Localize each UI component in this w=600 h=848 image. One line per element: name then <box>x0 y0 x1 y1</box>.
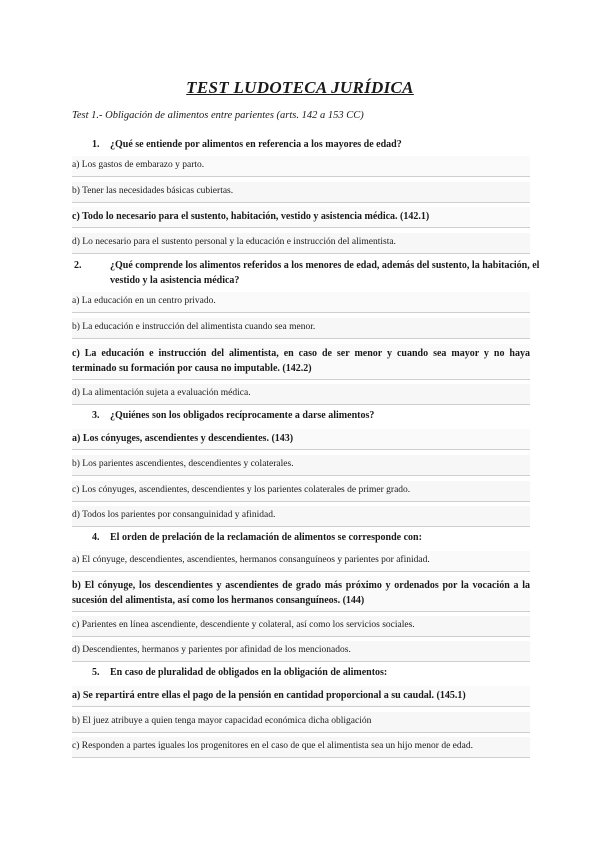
question-text: ¿Quiénes son los obligados recíprocamente a darse alimentos? <box>110 410 375 421</box>
option-4a: a) El cónyuge, descendientes, ascendientes, hermanos consanguíneos y parientes por afinidad. <box>72 551 530 572</box>
question-number: 2. <box>74 260 82 271</box>
question-text: El orden de prelación de la reclamación de alimentos se corresponde con: <box>110 532 422 543</box>
question-1 <box>92 137 532 152</box>
test-subtitle: Test 1.- Obligación de alimentos entre parientes (arts. 142 a 153 CC) <box>72 110 364 121</box>
option-1a: a) Los gastos de embarazo y parto. <box>72 156 530 177</box>
question-text: En caso de pluralidad de obligados en la obligación de alimentos: <box>110 667 388 678</box>
option-2c-correct: c) La educación e instrucción del alimentista, en caso de ser menor y cuando sea mayor y no haya terminado su formación por causa no imputable. (142.2) <box>72 344 530 380</box>
option-1c-correct: c) Todo lo necesario para el sustento, habitación, vestido y asistencia médica. (142.1) <box>72 207 530 228</box>
option-5a-correct: a) Se repartirá entre ellas el pago de la pensión en cantidad proporcional a su caudal. (145.1) <box>72 686 530 707</box>
question-5 <box>92 665 532 680</box>
option-4d: d) Descendientes, hermanos y parientes por afinidad de los mencionados. <box>72 641 530 662</box>
question-text: ¿Qué se entiende por alimentos en referencia a los mayores de edad? <box>110 139 402 150</box>
option-1b: b) Tener las necesidades básicas cubiertas. <box>72 182 530 203</box>
option-3d: d) Todos los parientes por consanguinidad y afinidad. <box>72 506 530 527</box>
question-3 <box>92 408 532 423</box>
question-text: ¿Qué comprende los alimentos referidos a los menores de edad, además del sustento, la habitación, el vestido y la asistencia médica? <box>110 260 540 286</box>
option-5c: c) Responden a partes iguales los progenitores en el caso de que el alimentista sea un hijo menor de edad. <box>72 737 530 758</box>
question-4 <box>92 530 532 545</box>
option-4b-correct: b) El cónyuge, los descendientes y ascendientes de grado más próximo y ordenados por la vocación a la sucesión del alimentista, así como los hermanos consanguíneos. (144) <box>72 576 530 612</box>
page-title: TEST LUDOTECA JURÍDICA <box>186 78 414 97</box>
option-2a: a) La educación en un centro privado. <box>72 292 530 313</box>
option-5b: b) El juez atribuye a quien tenga mayor capacidad económica dicha obligación <box>72 712 530 733</box>
question-number: 4. <box>92 532 100 543</box>
question-number: 5. <box>92 667 100 678</box>
question-number: 1. <box>92 139 100 150</box>
question-number: 3. <box>92 410 100 421</box>
option-3b: b) Los parientes ascendientes, descendientes y colaterales. <box>72 455 530 476</box>
option-2b: b) La educación e instrucción del alimentista cuando sea menor. <box>72 318 530 339</box>
option-3c: c) Los cónyuges, ascendientes, descendientes y los parientes colaterales de primer grado. <box>72 481 530 502</box>
option-1d: d) Lo necesario para el sustento personal y la educación e instrucción del alimentista. <box>72 233 530 254</box>
option-4c: c) Parientes en línea ascendiente, descendiente y colateral, así como los servicios sociales. <box>72 616 530 637</box>
option-3a-correct: a) Los cónyuges, ascendientes y descendientes. (143) <box>72 429 530 450</box>
option-2d: d) La alimentación sujeta a evaluación médica. <box>72 384 530 405</box>
question-2 <box>74 258 550 288</box>
